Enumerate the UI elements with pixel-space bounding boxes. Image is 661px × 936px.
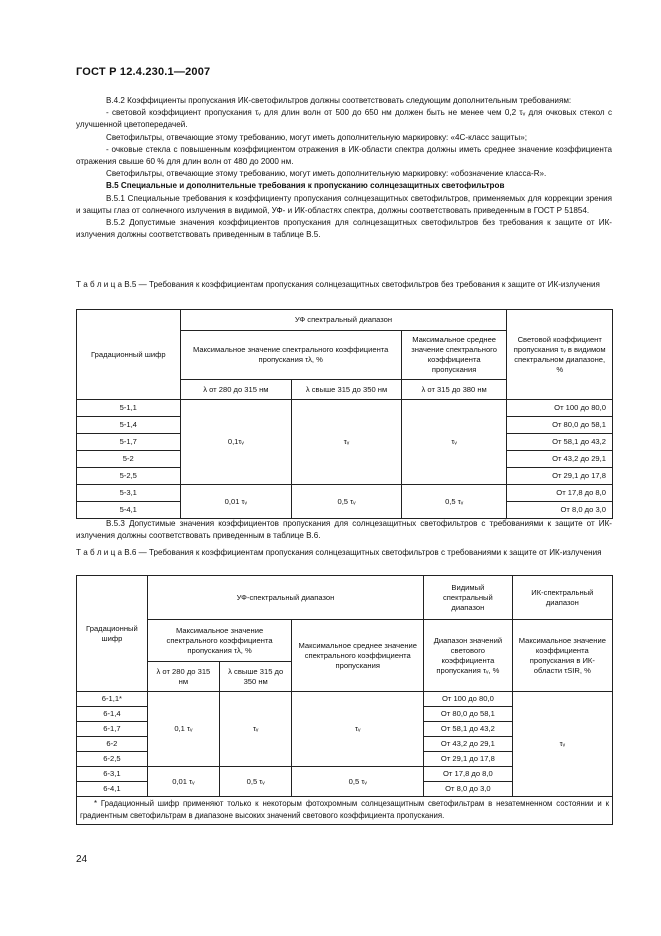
table6-header-uv: УФ-спектральный диапазон	[147, 576, 423, 620]
table5-light: От 17,8 до 8,0	[507, 485, 613, 502]
table6-g2-c3: 0,5 τᵥ	[292, 767, 424, 797]
table6-g2-c1: 0,01 τᵥ	[147, 767, 219, 797]
table5-light: От 43,2 до 29,1	[507, 451, 613, 468]
table6-vis: От 8,0 до 3,0	[424, 782, 513, 797]
table6-ir: τᵥ	[512, 692, 612, 797]
table5-code: 5-2,5	[77, 468, 181, 485]
table5-g2-c2: 0,5 τᵥ	[292, 485, 402, 519]
table6-header-vis: Видимый спектральный диапазон	[424, 576, 513, 620]
table5-light: От 100 до 80,0	[507, 400, 613, 417]
table6-code: 6-1,1*	[77, 692, 148, 707]
table5-code: 5-4,1	[77, 502, 181, 519]
paragraph: Светофильтры, отвечающие этому требованию, могут иметь дополнительную маркировку: «обозначение класса-R».	[106, 169, 547, 179]
table6-vis: От 80,0 до 58,1	[424, 707, 513, 722]
table5-g2-c3: 0,5 τᵥ	[401, 485, 507, 519]
table6-code: 6-1,4	[77, 707, 148, 722]
table6-g1-c2: τᵥ	[220, 692, 292, 767]
table6-header-l2: λ свыше 315 до 350 нм	[220, 662, 292, 692]
page-number: 24	[76, 854, 88, 865]
paragraph: Светофильтры, отвечающие этому требованию, могут иметь дополнительную маркировку: «4С-класс защиты»;	[106, 132, 527, 142]
table6-header-shift: Градационный шифр	[77, 576, 148, 692]
table5-light: От 8,0 до 3,0	[507, 502, 613, 519]
paragraph: В.5.1 Специальные требования к коэффициенту пропускания солнцезащитных светофильтров, применяемых для коррекции зрения и защиты глаз от солнечного излучения в видимой, УФ- и ИК-областях спектра, должны соответствовать приведенным в ГОСТ Р 51854.	[76, 193, 612, 215]
table5-header-mean: Максимальное среднее значение спектрального коэффициента пропускания	[401, 331, 507, 380]
table6-code: 6-2	[77, 737, 148, 752]
table6-header-mean: Максимальное среднее значение спектрального коэффициента пропускания	[292, 620, 424, 692]
table6	[76, 575, 613, 797]
footnote-text: * Градационный шифр применяют только к некоторым фотохромным солнцезащитным светофильтрам в незатемненном состоянии и к градиентным светофильтрам в диапазоне высоких значений светового коэффициента пропускания.	[80, 799, 609, 820]
table5-code: 5-1,1	[77, 400, 181, 417]
table6-g1-c1: 0,1 τᵥ	[147, 692, 219, 767]
table6-caption	[76, 547, 612, 559]
table6-caption-label: Т а б л и ц а В.6	[76, 548, 137, 557]
table5-g1-c1: 0,1τᵥ	[180, 400, 292, 485]
table5-caption-label: Т а б л и ц а В.5	[76, 280, 137, 289]
table5-header-light: Световой коэффициент пропускания τᵥ в видимом спектральном диапазоне, %	[507, 310, 613, 400]
table5-caption	[76, 279, 612, 291]
table5	[76, 309, 613, 519]
table6-vis: От 58,1 до 43,2	[424, 722, 513, 737]
paragraph: В.4.2 Коэффициенты пропускания ИК-светофильтров должны соответствовать следующим дополнительным требованиям:	[106, 96, 572, 105]
table5-header-l1: λ от 280 до 315 нм	[180, 380, 292, 400]
table6-header-visrange: Диапазон значений светового коэффициента пропускания τᵥ, %	[424, 620, 513, 692]
table6-code: 6-4,1	[77, 782, 148, 797]
body-text-section	[76, 518, 612, 542]
paragraph: В.5.3 Допустимые значения коэффициентов пропускания для солнцезащитных светофильтров с требованиями к защите от ИК-излучения должны соответствовать приведенным в таблице В.6.	[76, 519, 612, 541]
table6-vis: От 17,8 до 8,0	[424, 767, 513, 782]
table5-light: От 80,0 до 58,1	[507, 417, 613, 434]
table6-caption-text: — Требования к коэффициентам пропускания солнцезащитных светофильтров с требованиями к защите от ИК-излучения	[136, 548, 602, 557]
table5-g2-c1: 0,01 τᵥ	[180, 485, 292, 519]
paragraph: - очковые стекла с повышенным коэффициентом отражения в ИК-области спектра должны иметь среднее значение коэффициента отражения свыше 60 % для длин волн от 480 до 2000 нм.	[76, 144, 612, 167]
table6-g1-c3: τᵥ	[292, 692, 424, 767]
table6-vis: От 100 до 80,0	[424, 692, 513, 707]
table5-light: От 58,1 до 43,2	[507, 434, 613, 451]
table6-vis: От 29,1 до 17,8	[424, 752, 513, 767]
table5-code: 5-1,4	[77, 417, 181, 434]
table6-header-irmean: Максимальное значение коэффициента пропускания в ИК-области τSIR, %	[512, 620, 612, 692]
table5-light: От 29,1 до 17,8	[507, 468, 613, 485]
table5-code: 5-2	[77, 451, 181, 468]
section-heading: В.5 Специальные и дополнительные требования к пропусканию солнцезащитных светофильтров	[106, 181, 505, 191]
table6-header-ir: ИК-спектральный диапазон	[512, 576, 612, 620]
table5-header-max: Максимальное значение спектрального коэффициента пропускания τλ, %	[180, 331, 401, 380]
table6-header-l1: λ от 280 до 315 нм	[147, 662, 219, 692]
paragraph: В.5.2 Допустимые значения коэффициентов пропускания для солнцезащитных светофильтров без требования к защите от ИК-излучения должны соответствовать приведенным в таблице В.5.	[76, 218, 612, 240]
table5-caption-text: — Требования к коэффициентам пропускания солнцезащитных светофильтров без требования к защите от ИК-излучения	[136, 280, 600, 289]
table5-header-shift: Градационный шифр	[77, 310, 181, 400]
table5-header-l2: λ свыше 315 до 350 нм	[292, 380, 402, 400]
table6-code: 6-2,5	[77, 752, 148, 767]
table5-code: 5-1,7	[77, 434, 181, 451]
table6-g2-c2: 0,5 τᵥ	[220, 767, 292, 797]
paragraph: - световой коэффициент пропускания τᵥ для длин волн от 500 до 650 нм должен быть не менее чем 0,2 τᵥ для очковых стекол с улучшенной цветопередачей.	[76, 108, 612, 130]
table5-g1-c3: τᵥ	[401, 400, 507, 485]
table5-g1-c2: τᵥ	[292, 400, 402, 485]
table6-code: 6-1,7	[77, 722, 148, 737]
table5-header-uv: УФ спектральный диапазон	[180, 310, 507, 331]
table6-code: 6-3,1	[77, 767, 148, 782]
document-header: ГОСТ Р 12.4.230.1—2007	[76, 66, 211, 78]
table6-vis: От 43,2 до 29,1	[424, 737, 513, 752]
table6-header-max: Максимальное значение спектрального коэффициента пропускания τλ, %	[147, 620, 292, 662]
table6-footnote	[76, 796, 613, 825]
table5-header-l3: λ от 315 до 380 нм	[401, 380, 507, 400]
table5-code: 5-3,1	[77, 485, 181, 502]
body-text-section	[76, 95, 612, 241]
